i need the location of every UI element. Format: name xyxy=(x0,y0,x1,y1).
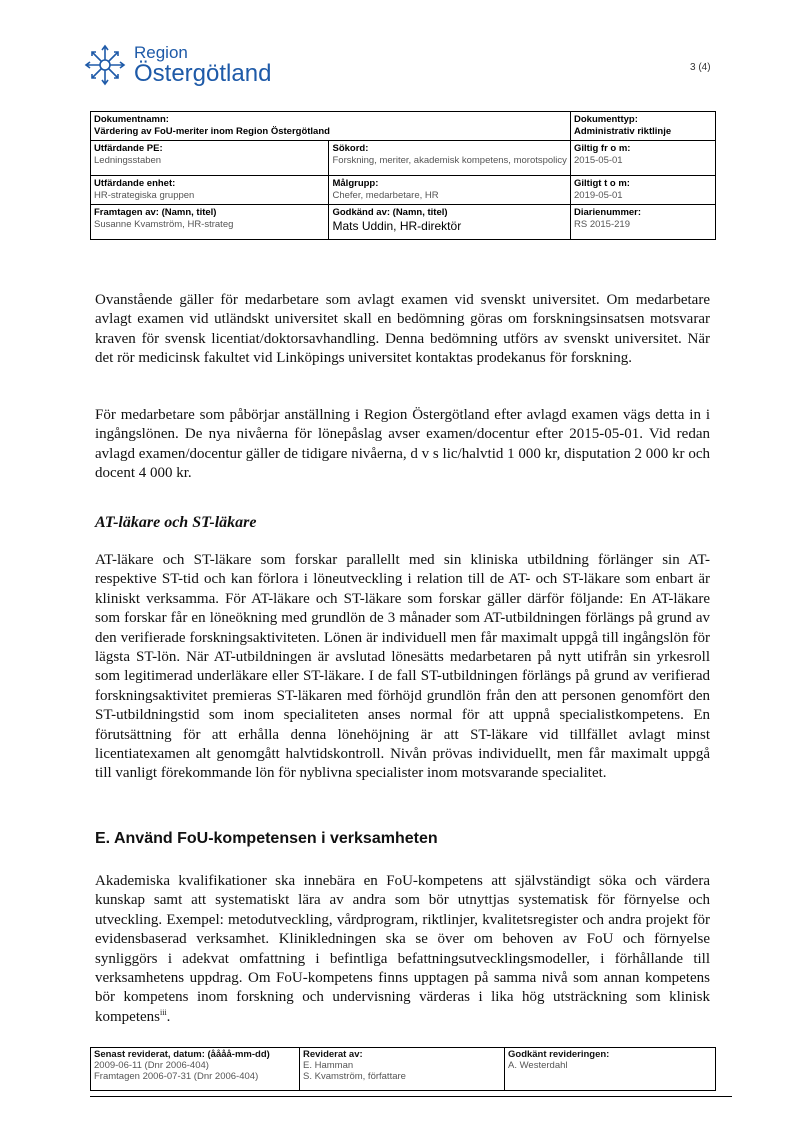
approved-by-label: Godkänd av: (Namn, titel) xyxy=(332,207,448,218)
revision-table xyxy=(90,1047,716,1091)
logo-ostergotland-text: Östergötland xyxy=(134,60,272,87)
keywords-label: Sökord: xyxy=(332,143,369,154)
author-value: Susanne Kvamström, HR-strateg xyxy=(94,219,234,230)
document-info-table xyxy=(90,111,716,240)
valid-from-label: Giltig fr o m: xyxy=(574,143,631,154)
doc-type-value: Administrativ riktlinje xyxy=(574,126,672,137)
issuing-pe-value: Ledningsstaben xyxy=(94,155,162,166)
paragraph-foreign-degree: Ovanstående gäller för medarbetare som avlagt examen vid svenskt universitet. Om medarbetare avlagt examen vid utländskt universitet skall en bedömning göras om forskningsinsatsen motsvarar kraven för svensk licentiat/doktorsavhandling. Denna bedömning utförs av svenskt universitet. När det rör medicinsk fakultet vid Linköpings universitet kontaktas prodekanus för forskning. xyxy=(95,292,710,367)
approved-by-value: Mats Uddin, HR-direktör xyxy=(332,219,462,233)
valid-to-label: Giltigt t o m: xyxy=(574,178,630,189)
paragraph-at-st-doctors: AT-läkare och ST-läkare som forskar parallellt med sin kliniska utbildning förlänger sin AT- respektive ST-tid och kan förlora i löneutveckling i relation till de AT- och ST-läkare som enbart är kliniskt verksamma. För AT-läkare och ST-läkare som forskar gäller därför följande: En AT-läkare som forskar får en löneökning med grundlön de 3 månader som AT-utbildningen förlängs på grund av den verifierade forskningsaktiviteten. Lönen är individuell men får maximalt uppgå till ingångslön för lägsta ST-lön. När AT-utbildningen är avslutad lönesätts medarbetaren på nytt utifrån sin yrkesroll som legitimerad underläkare eller ST-läkare. I de fall ST-utbildningen förlängs på grund av verifierad forskningsaktivitet premieras ST-läkaren med förhöjd grundlön från den att personen genomfört den ST-utbildningstid som inom specialiteten anses normal för att uppnå specialistkompetens. En förutsättning för att erhålla denna lönehöjning är att ST-läkare vid tillfället avlagt minst licentiatexamen alt genomgått halvtidskontroll. Nivån prövas individuellt, men får maximalt uppgå till vanligt förekommande lön för nyblivna specialister inom motsvarande specialitet. xyxy=(95,552,710,782)
target-group-value: Chefer, medarbetare, HR xyxy=(332,190,439,201)
logo-region-text: Region xyxy=(134,43,188,62)
paragraph-fou-competence xyxy=(95,872,710,1027)
paragraph-starting-salary: För medarbetare som påbörjar anställning i Region Östergötland efter avlagd examen vägs detta in i ingångslönen. De nya nivåerna för lönepåslag avser examen/docentur efter 2015-05-01. Vid redan avlagd examen/docentur gäller de tidigare nivåerna, d v s lic/halvtid 1 000 kr, disputation 2 000 kr och docent 4 000 kr. xyxy=(95,407,710,482)
heading-at-st-doctors: AT-läkare och ST-läkare xyxy=(95,514,257,531)
issuing-unit-value: HR-strategiska gruppen xyxy=(94,190,195,201)
paragraph-fou-end: . xyxy=(166,1008,171,1025)
revised-by-line2: S. Kvamström, författare xyxy=(303,1071,406,1082)
region-logo xyxy=(82,40,282,90)
last-revised-line2: Framtagen 2006-07-31 (Dnr 2006-404) xyxy=(94,1071,259,1082)
section-heading-e: E. Använd FoU-kompetensen i verksamheten xyxy=(95,830,438,847)
last-revised-label: Senast reviderat, datum: (åååå-mm-dd) xyxy=(94,1049,270,1060)
doc-type-label: Dokumenttyp: xyxy=(574,114,638,125)
last-revised-line1: 2009-06-11 (Dnr 2006-404) xyxy=(94,1060,209,1071)
issuing-pe-label: Utfärdande PE: xyxy=(94,143,163,154)
diary-number-value: RS 2015-219 xyxy=(574,219,630,230)
target-group-label: Målgrupp: xyxy=(332,178,379,189)
issuing-unit-label: Utfärdande enhet: xyxy=(94,178,176,189)
revision-approved-label: Godkänt revideringen: xyxy=(508,1049,610,1060)
diary-number-label: Diarienummer: xyxy=(574,207,642,218)
keywords-value: Forskning, meriter, akademisk kompetens, morotspolicy xyxy=(332,155,567,166)
revised-by-label: Reviderat av: xyxy=(303,1049,363,1060)
revised-by-line1: E. Hamman xyxy=(303,1060,354,1071)
valid-from-value: 2015-05-01 xyxy=(574,155,623,166)
page-number: 3 (4) xyxy=(690,62,711,73)
footnote-marker: iii xyxy=(160,1007,167,1017)
paragraph-fou-text: Akademiska kvalifikationer ska innebära en FoU-kompetens att självständigt söka och värdera kunskap samt att systematiskt lära av andra som bör utnyttjas systematisk för förnyelse och utveckling. Exempel: metodutveckling, vårdprogram, riktlinjer, kvalitetsregister och andra projekt för evidensbaserad verksamhet. Klinikledningen ska se över om behoven av FoU och förnyelse synliggörs i adekvat omfattning i befintliga befattningsutvecklingsmodeller, i förhållande till verksamhetens uppdrag. Om FoU-kompetens finns upptagen på samma nivå som annan kompetens bör kompetens inom forskning och undervisning värderas i lika hög utsträckning som klinisk kompetens xyxy=(95,873,710,1025)
author-label: Framtagen av: (Namn, titel) xyxy=(94,207,217,218)
doc-name-label: Dokumentnamn: xyxy=(94,114,169,125)
footer-divider xyxy=(90,1096,732,1097)
valid-to-value: 2019-05-01 xyxy=(574,190,623,201)
region-flower-logo-icon xyxy=(82,42,128,88)
revision-approved-value: A. Westerdahl xyxy=(508,1060,568,1071)
doc-name-value: Värdering av FoU-meriter inom Region Östergötland xyxy=(94,126,330,137)
